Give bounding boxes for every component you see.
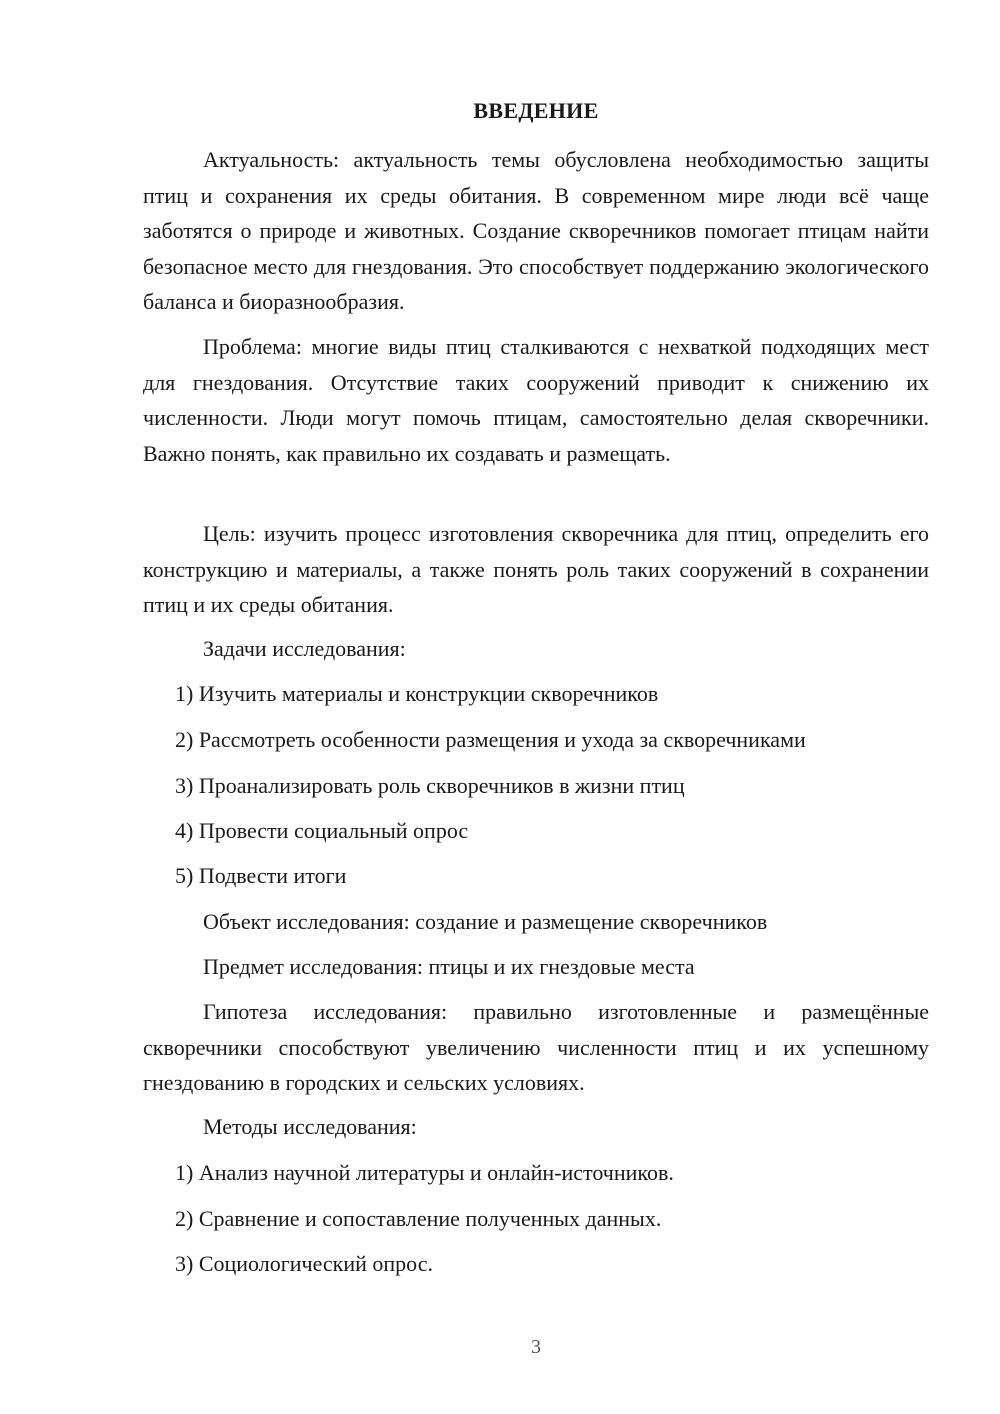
methods-heading: Методы исследования:: [203, 1114, 417, 1139]
method-item: 3) Социологический опрос.: [175, 1251, 433, 1276]
task-item: 1) Изучить материалы и конструкции скворечников: [175, 681, 659, 706]
subject-line: Предмет исследования: птицы и их гнездовые места: [203, 954, 695, 979]
document-page: [143, 0, 929, 1414]
task-item: 5) Подвести итоги: [175, 863, 347, 888]
goal-paragraph: Цель: изучить процесс изготовления скворечника для птиц, определить его конструкцию и материалы, а также понять роль таких сооружений в сохранении птиц и их среды обитания.: [143, 521, 929, 617]
task-item: 2) Рассмотреть особенности размещения и ухода за скворечниками: [175, 727, 806, 752]
task-item: 4) Провести социальный опрос: [175, 818, 469, 843]
object-line: Объект исследования: создание и размещение скворечников: [203, 909, 768, 934]
task-item: 3) Проанализировать роль скворечников в жизни птиц: [175, 773, 685, 798]
section-title: ВВЕДЕНИЕ: [473, 98, 599, 123]
tasks-heading: Задачи исследования:: [203, 636, 406, 661]
hypothesis-paragraph: Гипотеза исследования: правильно изготовленные и размещённые скворечники способствуют увеличению численности птиц и их успешному гнездованию в городских и сельских условиях.: [143, 999, 929, 1095]
method-item: 1) Анализ научной литературы и онлайн-источников.: [175, 1160, 674, 1185]
relevance-paragraph: Актуальность: актуальность темы обусловлена необходимостью защиты птиц и сохранения их среды обитания. В современном мире люди всё чаще заботятся о природе и животных. Создание скворечников помогает птицам найти безопасное место для гнездования. Это способствует поддержанию экологического баланса и биоразнообразия.: [143, 147, 929, 314]
method-item: 2) Сравнение и сопоставление полученных данных.: [175, 1206, 662, 1231]
problem-paragraph: Проблема: многие виды птиц сталкиваются с нехваткой подходящих мест для гнездования. Отсутствие таких сооружений приводит к снижению их численности. Люди могут помочь птицам, самостоятельно делая скворечники. Важно понять, как правильно их создавать и размещать.: [143, 334, 929, 466]
page-number: 3: [531, 1336, 541, 1358]
